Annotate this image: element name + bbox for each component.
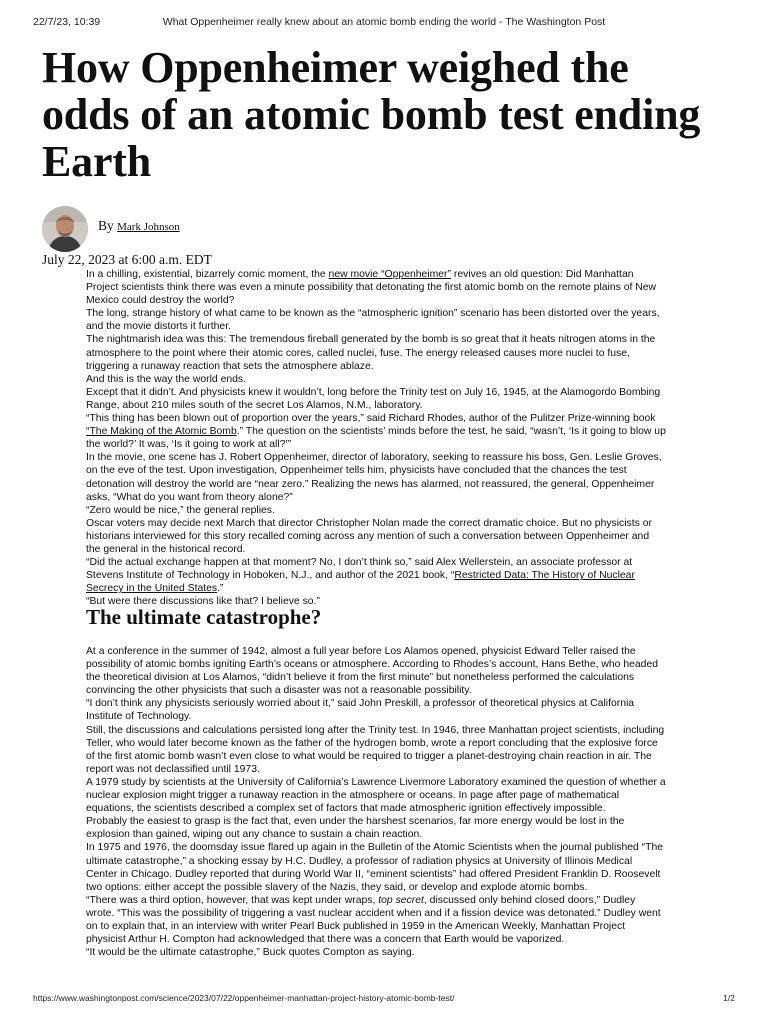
- paragraph: And this is the way the world ends.: [86, 373, 246, 385]
- paragraph: “I don’t think any physicists seriously worried about it,” said John Preskill, a professor of theoretical physics at California Institute of Technology.: [86, 698, 635, 723]
- paragraph: In 1975 and 1976, the doomsday issue flared up again in the Bulletin of the Atomic Scientists when the journal published “The ultimate catastrophe,” a shocking essay by H.C. Dudley, a professor of radiation physics at University of Illinois Medical Center in Chicago. Dudley reported that during World War II, “eminent scientists” had offered President Franklin D. Roosevelt two options: either accept the possible slavery of the Nazis, they said, or develop and explode atomic bombs.: [86, 842, 664, 893]
- paragraph: Except that it didn’t. And physicists knew it wouldn’t, long before the Trinity test on July 16, 1945, at the Alamogordo Bombing Range, about 210 miles south of the secret Los Alamos, N.M., laboratory.: [86, 386, 661, 411]
- paragraph: In the movie, one scene has J. Robert Oppenheimer, director of laboratory, seeking to reassure his boss, Gen. Leslie Groves, on the eve of the test. Upon investigation, Oppenheimer tells him, physicists have concluded that the chances the test detonation will destroy the world are “near zero.” Realizing the news has alarmed, not reassured, the general, Oppenheimer asks, “What do you want from theory alone?”: [86, 452, 662, 503]
- paragraph: In a chilling, existential, bizarrely comic moment, the new movie “Oppenheimer” revives an old question: Did Manhattan Project scientists think there was even a minute possibility that detonating the first atomic bomb on the remote plains of New Mexico could destroy the world?: [86, 269, 657, 307]
- print-footer: [33, 993, 735, 1007]
- movie-link[interactable]: new movie “Oppenheimer”: [328, 269, 451, 280]
- paragraph: A 1979 study by scientists at the University of California’s Lawrence Livermore Laboratory examined the question of whether a nuclear explosion might trigger a runaway reaction in the atmosphere or oceans. In page after page of mathematical equations, the scientists described a complex set of factors that made atmospheric ignition effectively impossible.: [86, 776, 666, 815]
- author-avatar: [42, 206, 88, 252]
- paragraph: The long, strange history of what came to be known as the “atmospheric ignition” scenario has been distorted over the years, and the movie distorts it further.: [86, 308, 660, 333]
- article-dateline: July 22, 2023 at 6:00 a.m. EDT: [42, 252, 212, 267]
- paragraph: “There was a third option, however, that was kept under wraps, top secret, discussed only behind closed doors,” Dudley wrote. “This was the possibility of triggering a vast nuclear accident when and if a fission device was detonated.” Dudley went on to explain that, in an interview with writer Pearl Buck published in 1959 in the American Weekly, Manhattan Project physicist Arthur H. Compton had acknowledged that there was a concern that Earth would be vaporized.: [86, 894, 661, 946]
- paragraph: “Zero would be nice,” the general replies.: [86, 504, 275, 516]
- page-number: 1/2: [723, 993, 735, 1003]
- author-photo-icon: [42, 206, 88, 252]
- paragraph: “Did the actual exchange happen at that moment? No, I don’t think so,” said Alex Wellerstein, an associate professor at Stevens Institute of Technology in Hoboken, N.J., and author of the 2021 book, “Restricted Data: The History of Nuclear Secrecy in the United States.”: [86, 557, 635, 595]
- print-header: [33, 16, 735, 30]
- print-date: 22/7/23, 10:39: [33, 16, 101, 28]
- paragraph: Probably the easiest to grasp is the fact that, even under the harshest scenarios, far more energy would be lost in the explosion than gained, wiping out any chance to sustain a chain reaction.: [86, 816, 625, 841]
- byline-prefix: By: [98, 218, 114, 233]
- paragraph: At a conference in the summer of 1942, almost a full year before Los Alamos opened, physicist Edward Teller raised the possibility of atomic bombs igniting Earth’s oceans or atmosphere. According to Rhodes’s account, Hans Bethe, who headed the theoretical division at Los Alamos, “didn’t believe it from the first minute” but nonetheless performed the calculations convincing the other physicists that such a disaster was not a reasonable possibility.: [86, 646, 659, 697]
- paragraph: Oscar voters may decide next March that director Christopher Nolan made the correct dramatic choice. But no physicists or historians interviewed for this story recalled coming across any mention of such a conversation between Oppenheimer and the general in the historical record.: [86, 517, 652, 555]
- print-url: https://www.washingtonpost.com/science/2023/07/22/oppenheimer-manhattan-project-history-atomic-bomb-test/: [33, 993, 455, 1003]
- paragraph: Still, the discussions and calculations persisted long after the Trinity test. In 1946, three Manhattan project scientists, including Teller, who would later become known as the father of the hydrogen bomb, wrote a report concluding that the explosive force of the first atomic bomb wasn’t even close to what would be required to trigger a planet-destroying chain reaction in air. The report was not declassified until 1973.: [86, 724, 665, 775]
- restricted-data-link[interactable]: Restricted Data: The History of Nuclear Secrecy in the United States: [86, 570, 635, 595]
- paragraph: “It would be the ultimate catastrophe,” Buck quotes Compton as saying.: [86, 947, 415, 959]
- print-doc-title: What Oppenheimer really knew about an atomic bomb ending the world - The Washington Post: [162, 16, 606, 28]
- article-body-part-1: [86, 268, 666, 608]
- paragraph: “But were there discussions like that? I believe so.”: [86, 596, 320, 608]
- article-body-part-2: [86, 645, 666, 959]
- paragraph: The nightmarish idea was this: The tremendous fireball generated by the bomb is so great that it heats nitrogen atoms in the atmosphere to the point where their atomic cores, called nuclei, fuse. The energy released causes more nuclei to fuse, triggering a runaway reaction that sets the atmosphere ablaze.: [86, 334, 656, 372]
- paragraph: “This thing has been blown out of proportion over the years,” said Richard Rhodes, author of the Pulitzer Prize-winning book “The Making of the Atomic Bomb.” The question on the scientists’ minds before the test, he said, “wasn’t, ‘Is it going to blow up the world?’ It was, ‘Is it going to work at all?’”: [86, 413, 666, 451]
- book-link[interactable]: “The Making of the Atomic Bomb: [86, 426, 237, 438]
- article-headline: How Oppenheimer weighed the odds of an atomic bomb test ending Earth: [42, 43, 701, 186]
- byline: [98, 218, 180, 234]
- author-link[interactable]: Mark Johnson: [117, 221, 180, 233]
- section-subhead: The ultimate catastrophe?: [86, 605, 322, 629]
